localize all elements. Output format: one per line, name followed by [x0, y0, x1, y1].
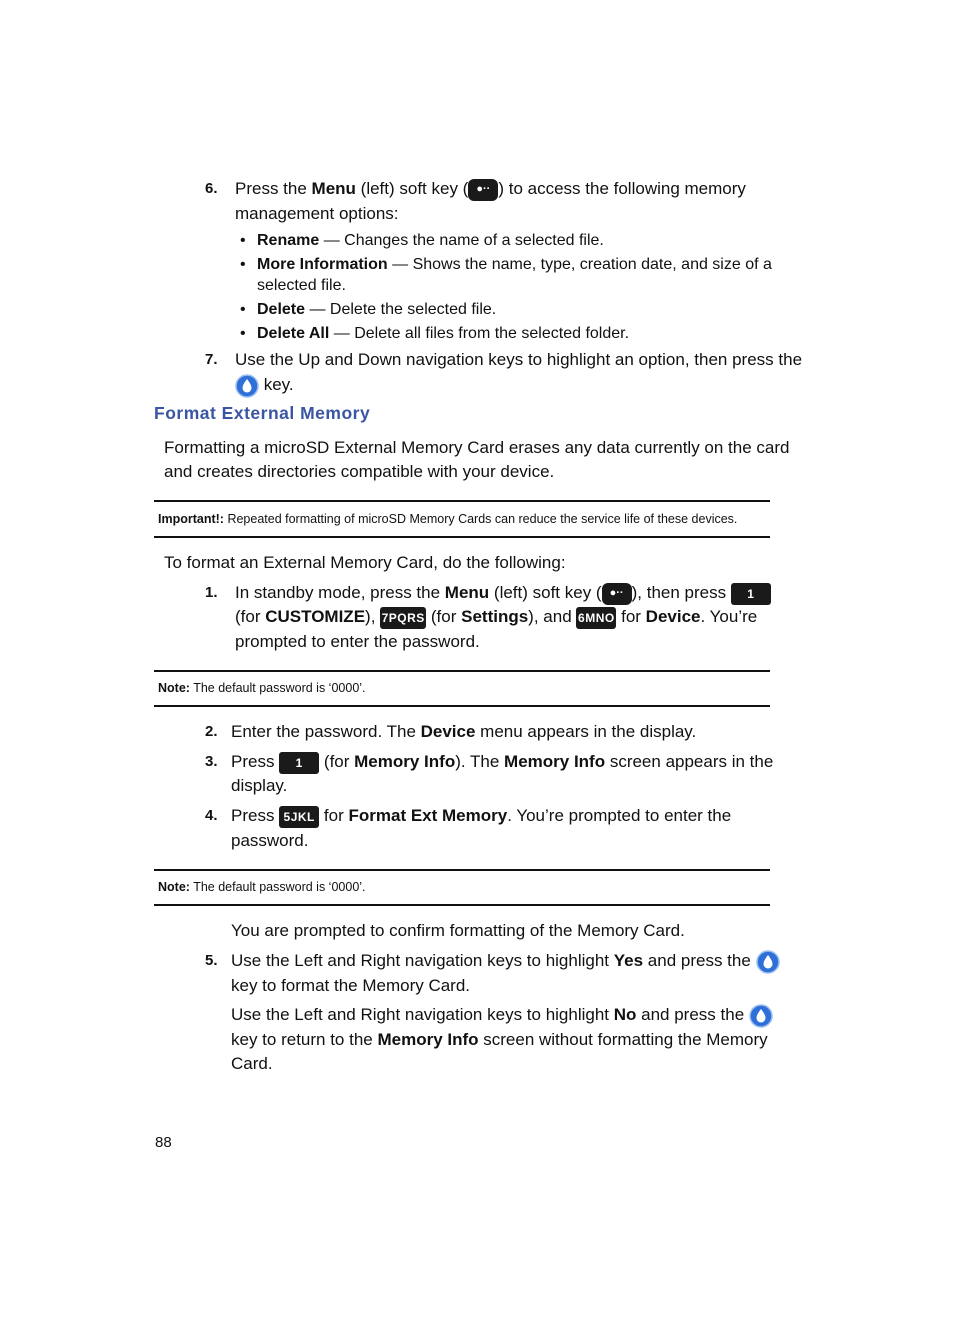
bullet-delete: Delete — Delete the selected file.	[257, 301, 497, 318]
format-step-1-text-cont2: prompted to enter the password.	[235, 632, 480, 651]
confirm-text: You are prompted to confirm formatting of the Memory Card.	[231, 921, 685, 940]
step-6-text-cont: management options:	[235, 204, 399, 223]
bullet-delete-all: Delete All — Delete all files from the selected folder.	[257, 325, 630, 342]
key-7-icon: 7PQRS	[380, 607, 426, 629]
important-note: Important!: Repeated formatting of microSD Memory Cards can reduce the service life of these devices.	[158, 512, 738, 526]
step-number: 7.	[205, 351, 218, 368]
format-step-5-alt-text: Use the Left and Right navigation keys to highlight No and press the	[231, 1003, 773, 1028]
format-step-2-text: Enter the password. The Device menu appears in the display.	[231, 722, 697, 741]
section-heading: Format External Memory	[154, 403, 371, 423]
password-note: Note: The default password is ‘0000’.	[158, 880, 366, 894]
divider	[154, 705, 770, 707]
step-number: 3.	[205, 753, 218, 770]
bullet-dot: •	[240, 232, 246, 249]
password-note: Note: The default password is ‘0000’.	[158, 681, 366, 695]
divider	[154, 869, 770, 871]
divider	[154, 904, 770, 906]
format-step-5-alt-text-cont2: Card.	[231, 1054, 273, 1073]
ok-key-icon	[749, 1004, 773, 1028]
format-step-5-text-cont: key to format the Memory Card.	[231, 976, 471, 995]
ok-key-icon	[756, 950, 780, 974]
format-step-1-text-cont: (for CUSTOMIZE), 7PQRS (for Settings), and 6MNO for Device. You’re	[235, 605, 757, 629]
format-step-5-text: Use the Left and Right navigation keys to highlight Yes and press the	[231, 949, 780, 974]
divider	[154, 500, 770, 502]
intro-text: Formatting a microSD External Memory Card erases any data currently on the card	[164, 438, 790, 457]
bullet-more-information-cont: selected file.	[257, 277, 346, 294]
format-step-3-text: Press 1 (for Memory Info). The Memory Info screen appears in the	[231, 750, 773, 774]
left-soft-key-icon: ●··	[468, 179, 498, 201]
key-5-icon: 5JKL	[279, 806, 319, 828]
divider	[154, 536, 770, 538]
bullet-dot: •	[240, 301, 246, 318]
step-number: 5.	[205, 952, 218, 969]
lead-text: To format an External Memory Card, do the following:	[164, 553, 566, 572]
intro-text-cont: and creates directories compatible with your device.	[164, 462, 555, 481]
format-step-1-text: In standby mode, press the Menu (left) soft key ( ●·· ), then press 1	[235, 581, 771, 605]
bullet-dot: •	[240, 325, 246, 342]
bullet-rename: Rename — Changes the name of a selected file.	[257, 232, 604, 249]
step-7-text: Use the Up and Down navigation keys to highlight an option, then press the	[235, 350, 803, 369]
bullet-dot: •	[240, 256, 246, 273]
key-1-icon: 1	[279, 752, 319, 774]
bullet-more-information: More Information — Shows the name, type, creation date, and size of a	[257, 256, 772, 273]
left-soft-key-icon: ●··	[602, 583, 632, 605]
step-7-text-cont: key.	[235, 373, 294, 398]
format-step-5-alt-text-cont: key to return to the Memory Info screen without formatting the Memory	[231, 1030, 768, 1049]
step-number: 1.	[205, 584, 218, 601]
step-6-text: Press the Menu (left) soft key ( ●·· ) to access the following memory	[235, 177, 746, 201]
page-number: 88	[155, 1134, 172, 1151]
key-1-icon: 1	[731, 583, 771, 605]
step-number: 4.	[205, 807, 218, 824]
ok-key-icon	[235, 374, 259, 398]
format-step-4-text: Press 5JKL for Format Ext Memory. You’re prompted to enter the	[231, 804, 731, 828]
format-step-3-text-cont: display.	[231, 776, 288, 795]
step-number: 6.	[205, 180, 218, 197]
format-step-4-text-cont: password.	[231, 831, 309, 850]
divider	[154, 670, 770, 672]
step-number: 2.	[205, 723, 218, 740]
key-6-icon: 6MNO	[576, 607, 616, 629]
